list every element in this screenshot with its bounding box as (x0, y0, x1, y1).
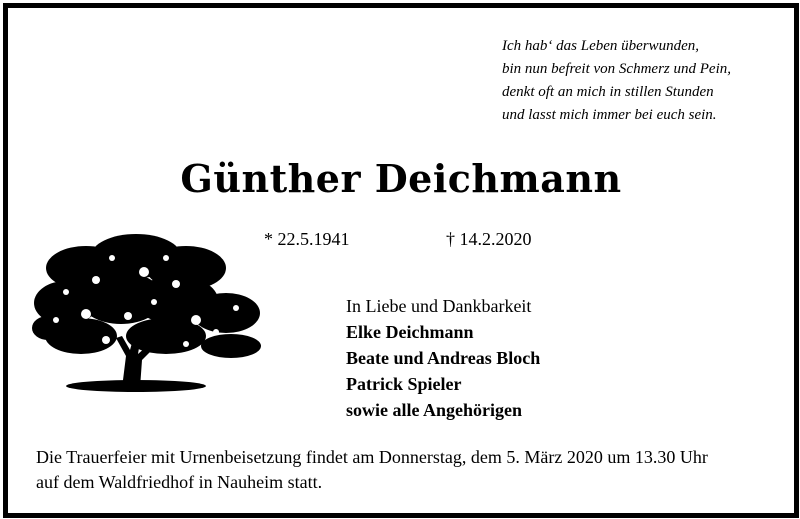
poem (502, 35, 792, 127)
mourners-intro: In Liebe und Dankbarkeit (346, 296, 532, 316)
obituary-card (3, 3, 799, 518)
birth-date: * 22.5.1941 (264, 229, 350, 249)
tree-icon (26, 228, 268, 392)
deceased-name: Günther Deichmann (180, 156, 622, 201)
death-date: † 14.2.2020 (446, 229, 532, 249)
mourner-name: Elke Deichmann (346, 322, 474, 342)
mourners (346, 293, 540, 423)
poem-line: Ich hab‘ das Leben überwunden, (502, 38, 700, 54)
notice-line: auf dem Waldfriedhof in Nauheim statt. (36, 472, 323, 492)
poem-line: und lasst mich immer bei euch sein. (502, 107, 717, 123)
mourner-name: sowie alle Angehörigen (346, 400, 522, 420)
mourner-name: Patrick Spieler (346, 374, 462, 394)
poem-line: denkt oft an mich in stillen Stunden (502, 84, 714, 100)
mourner-name: Beate und Andreas Bloch (346, 348, 541, 368)
notice-line: Die Trauerfeier mit Urnenbeisetzung findet am Donnerstag, dem 5. März 2020 um 13.30 Uhr (36, 447, 708, 467)
funeral-notice (36, 445, 708, 495)
poem-line: bin nun befreit von Schmerz und Pein, (502, 61, 731, 77)
